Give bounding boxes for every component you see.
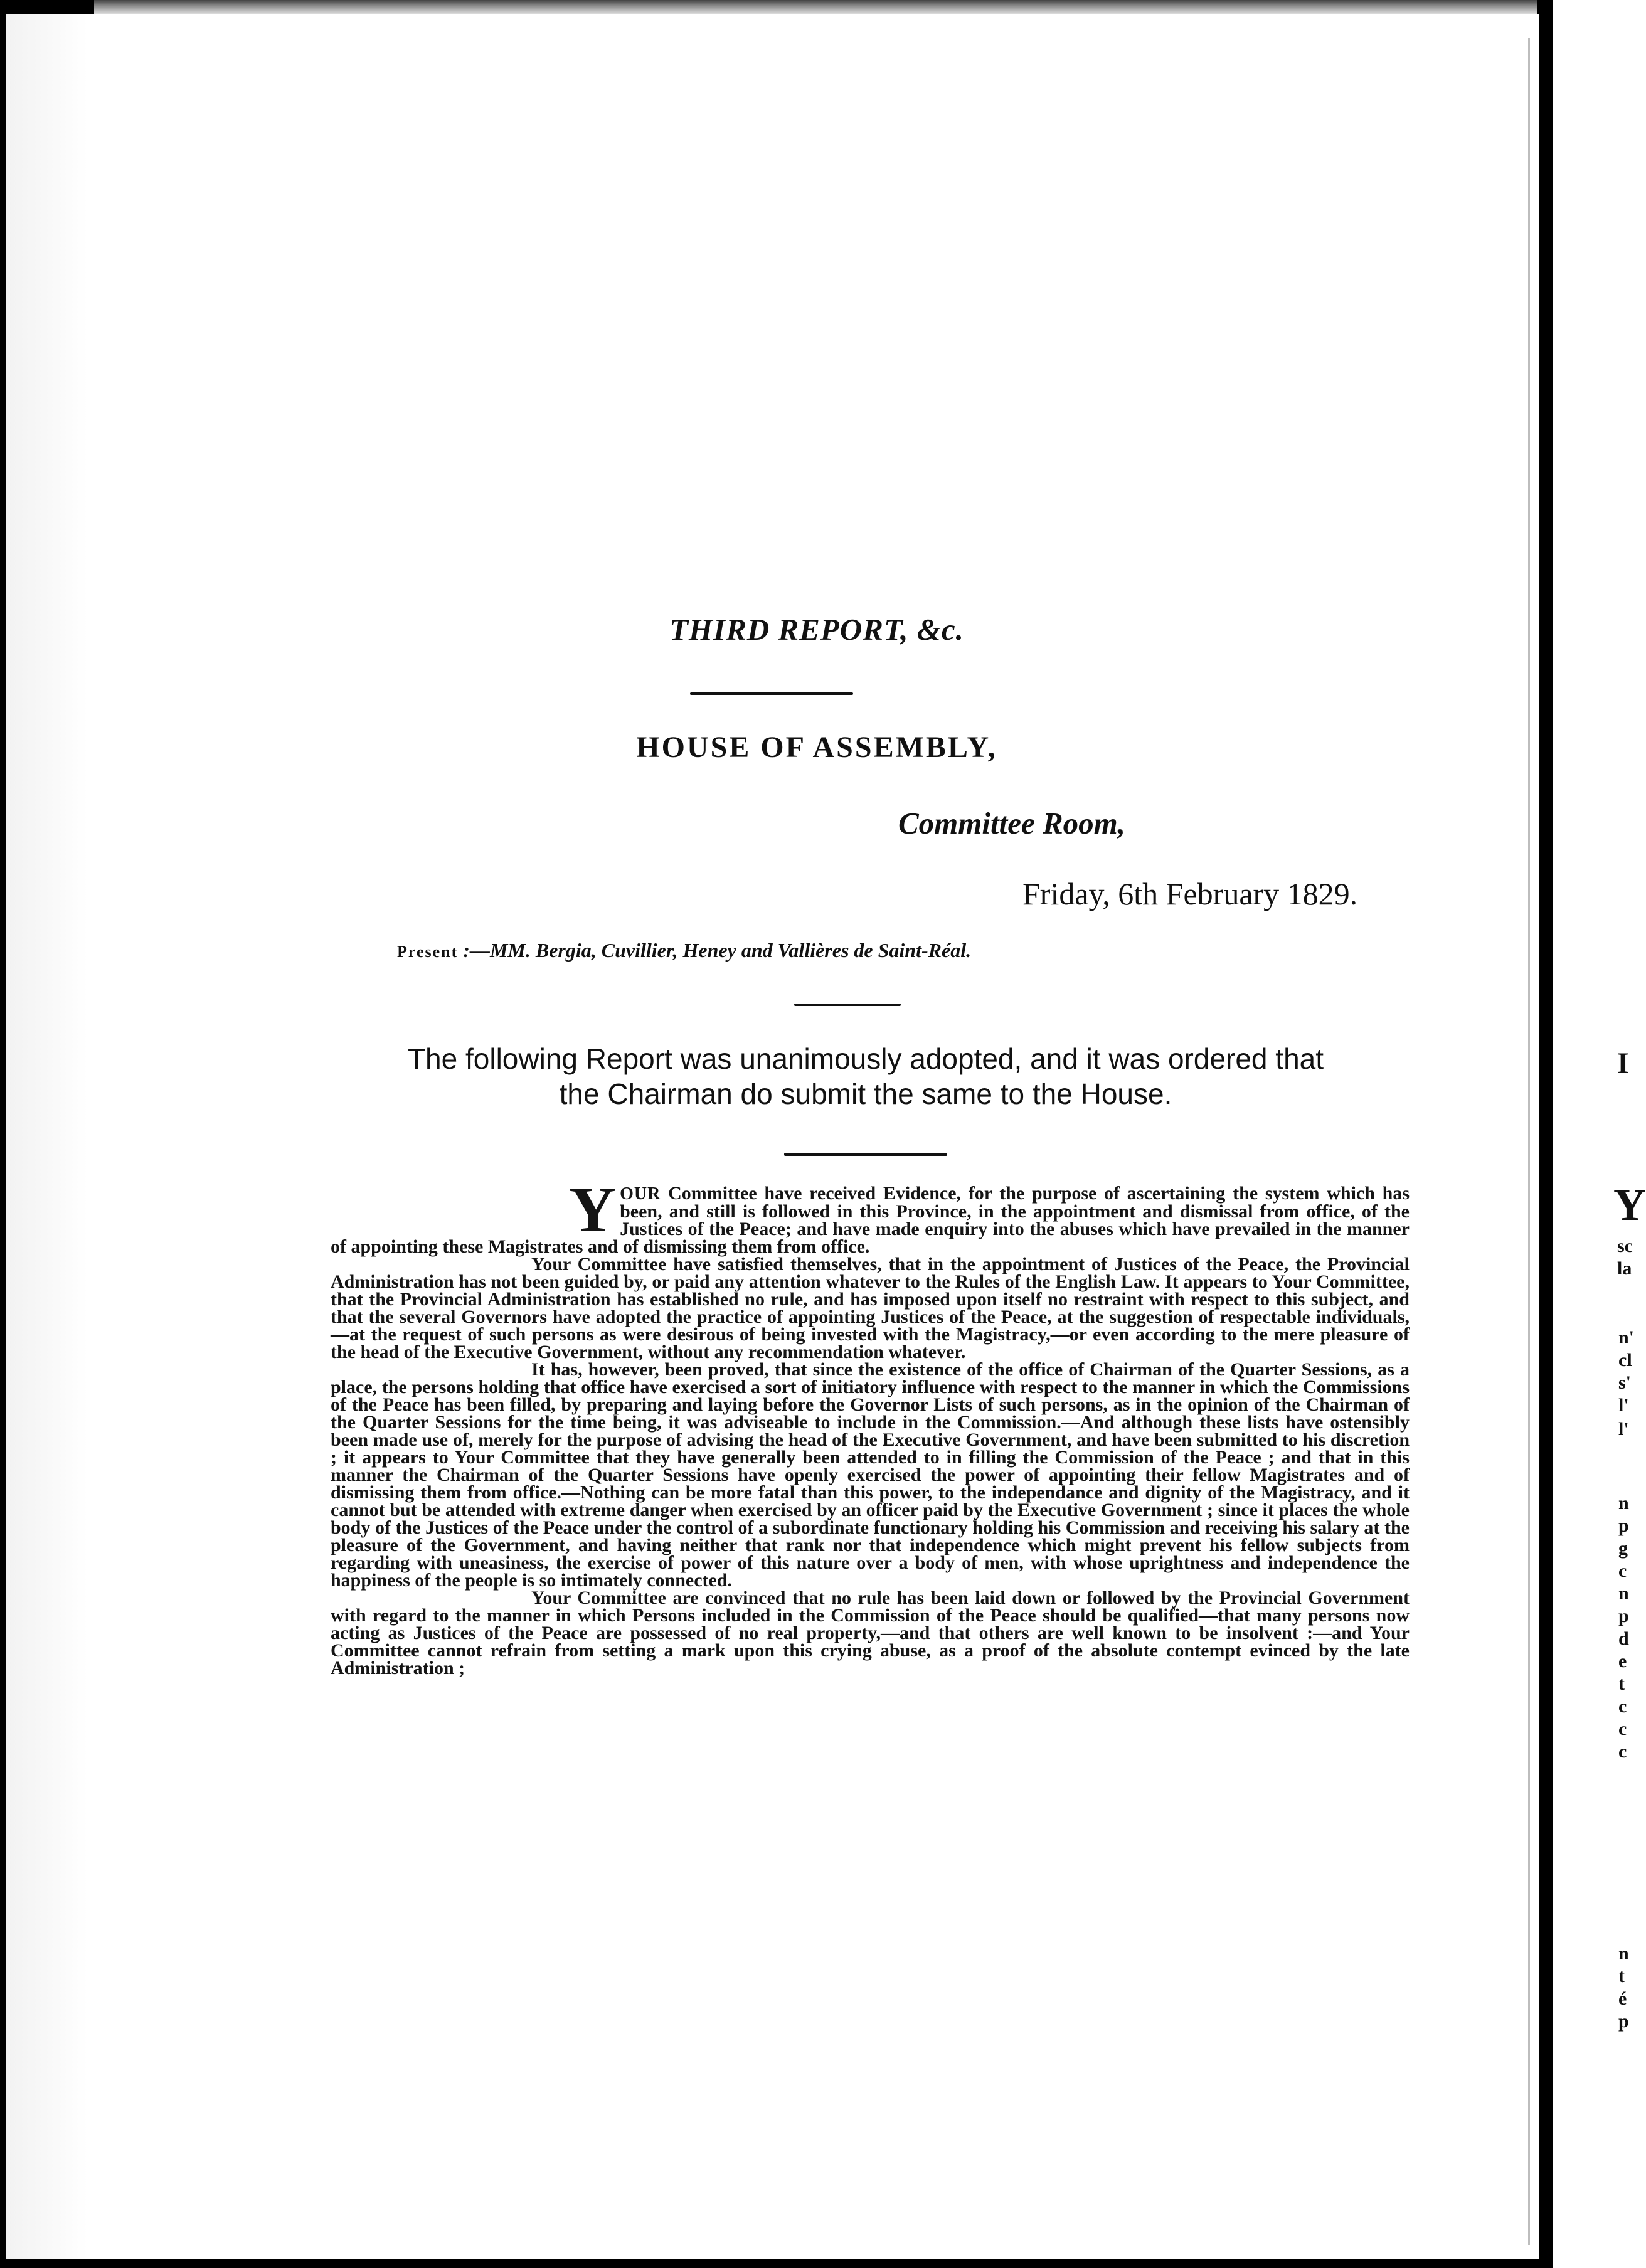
page-top-edge bbox=[94, 0, 1537, 14]
present-label: Present bbox=[397, 943, 459, 961]
next-page-fragment: cl bbox=[1618, 1350, 1632, 1370]
adoption-statement bbox=[326, 1041, 1405, 1111]
house-heading: HOUSE OF ASSEMBLY, bbox=[636, 731, 997, 764]
next-page-fragment: la bbox=[1617, 1258, 1632, 1279]
adoption-line-1: The following Report was unanimously adopted, and it was ordered that bbox=[407, 1042, 1324, 1075]
paragraph-text: Committee have received Evidence, for the purpose of ascertaining the system which has been, and still is followed in this Province, in the appointment and dismissal from office, of the Justices of the Peace; and have made enquiry into the abuses which have prevailed in the manner of appointing these Magistrates and of dismissing them from office. bbox=[331, 1183, 1410, 1257]
next-page-fragment: n' bbox=[1618, 1327, 1635, 1348]
next-page-fragment: t bbox=[1618, 1673, 1625, 1694]
paragraph: Your Committee are convinced that no rule has been laid down or followed by the Provincial Government with regard to the manner in which Persons included in the Commission of the Peace should be qualified—that many persons now acting as Justices of the Peace are possessed of no real property,—and that others are well known to be insolvent :—and Your Committee cannot refrain from setting a mark upon this crying abuse, as a proof of the absolute contempt evinced by the late Administration ; bbox=[331, 1587, 1410, 1678]
next-page-fragment: sc bbox=[1617, 1236, 1633, 1256]
report-title: THIRD REPORT, &c. bbox=[669, 612, 964, 647]
next-page-fragment: d bbox=[1618, 1628, 1629, 1649]
page bbox=[6, 14, 1539, 2259]
next-page-fragment: Y bbox=[1613, 1180, 1646, 1230]
ornamental-rule bbox=[794, 1004, 901, 1006]
next-page-fragment: t bbox=[1618, 1966, 1625, 1986]
paragraph: It has, however, been proved, that since the existence of the office of Chairman of the Quarter Sessions, as a place, the persons holding that office have exercised a sort of initiatory influence with respect to the manner in which the Commissions of the Peace has been filled, by preparing and laying before the Governor Lists of such persons, as in the opinion of the Chairman of the Quarter Sessions for the time being, it was adviseable to include in the Commission.—And although these lists have ostensibly been made use of, merely for the purpose of advising the head of the Executive Government, and have been submitted to his discretion ; it appears to Your Committee that they have generally been attended to in filling the Commission of the Peace ; and that in this manner the Chairman of the Quarter Sessions have openly exercised the power of appointing their fellow Magistrates and of dismissing them from office.—Nothing can be more fatal than this power, to the independance and dignity of the Magistracy, and it cannot but be attended with extreme danger when exercised by an officer paid by the Executive Government ; since it places the whole body of the Justices of the Peace under the control of a subordinate functionary holding his Commission and receiving his salary at the pleasure of the Government, and having neither that rank nor that independence which might prevent his fellow subjects from regarding with uneasiness, the exercise of power of this nature over a body of men, with whose uprightness and independence the happiness of the people is so intimately connected. bbox=[331, 1359, 1410, 1591]
next-page-fragment: n bbox=[1618, 1493, 1629, 1513]
ornamental-rule bbox=[690, 692, 853, 695]
adoption-line-2: the Chairman do submit the same to the House. bbox=[559, 1078, 1172, 1110]
next-page-fragment: l' bbox=[1618, 1395, 1629, 1416]
next-page-fragment: p bbox=[1618, 1606, 1629, 1626]
next-page-fragment: g bbox=[1618, 1538, 1628, 1559]
committee-room: Committee Room, bbox=[898, 806, 1126, 840]
next-page-fragment: c bbox=[1618, 1741, 1627, 1762]
next-page-fragment: c bbox=[1618, 1561, 1627, 1581]
next-page-fragment: e bbox=[1618, 1651, 1627, 1672]
next-page-fragment: é bbox=[1618, 1988, 1627, 2009]
next-page-fragment: p bbox=[1618, 1515, 1629, 1536]
present-names: :—MM. Bergia, Cuvillier, Heney and Vallières de Saint-Réal. bbox=[463, 939, 972, 962]
section-rule bbox=[784, 1153, 947, 1156]
next-page-fragment: n bbox=[1618, 1943, 1629, 1964]
next-page-fragment: l' bbox=[1618, 1419, 1629, 1439]
page-shadow bbox=[6, 14, 88, 2259]
next-page-fragment: s' bbox=[1618, 1372, 1632, 1393]
small-caps: OUR bbox=[620, 1184, 661, 1204]
book-gutter bbox=[1539, 0, 1553, 2268]
report-body bbox=[331, 1174, 1410, 1678]
next-page bbox=[1553, 0, 1633, 2268]
next-page-fragment: c bbox=[1618, 1719, 1627, 1739]
paragraph: Your Committee have satisfied themselves, that in the appointment of Justices of the Peace, the Provincial Administration has not been guided by, or paid any attention whatever to the Rules of the English Law. It appears to Your Committee, that the Provincial Administration has established no rule, and has imposed upon itself no restraint with respect to this subject, and that the several Governors have adopted the practice of appointing Justices of the Peace, at the suggestion of respectable individuals,—at the request of such persons as were desirous of being invested with the Magistracy,—or even according to the mere pleasure of the head of the Executive Government, without any recommendation whatever. bbox=[331, 1254, 1410, 1362]
next-page-fragment: p bbox=[1618, 2011, 1629, 2032]
next-page-fragment: c bbox=[1618, 1696, 1627, 1717]
drop-cap: Y bbox=[569, 1174, 617, 1246]
gutter-line bbox=[1528, 38, 1530, 2245]
meeting-date: Friday, 6th February 1829. bbox=[1022, 876, 1358, 911]
present-members bbox=[397, 939, 971, 962]
paragraph bbox=[331, 1174, 1410, 1257]
next-page-fragment: n bbox=[1618, 1583, 1629, 1604]
next-page-fragment: I bbox=[1617, 1047, 1629, 1080]
